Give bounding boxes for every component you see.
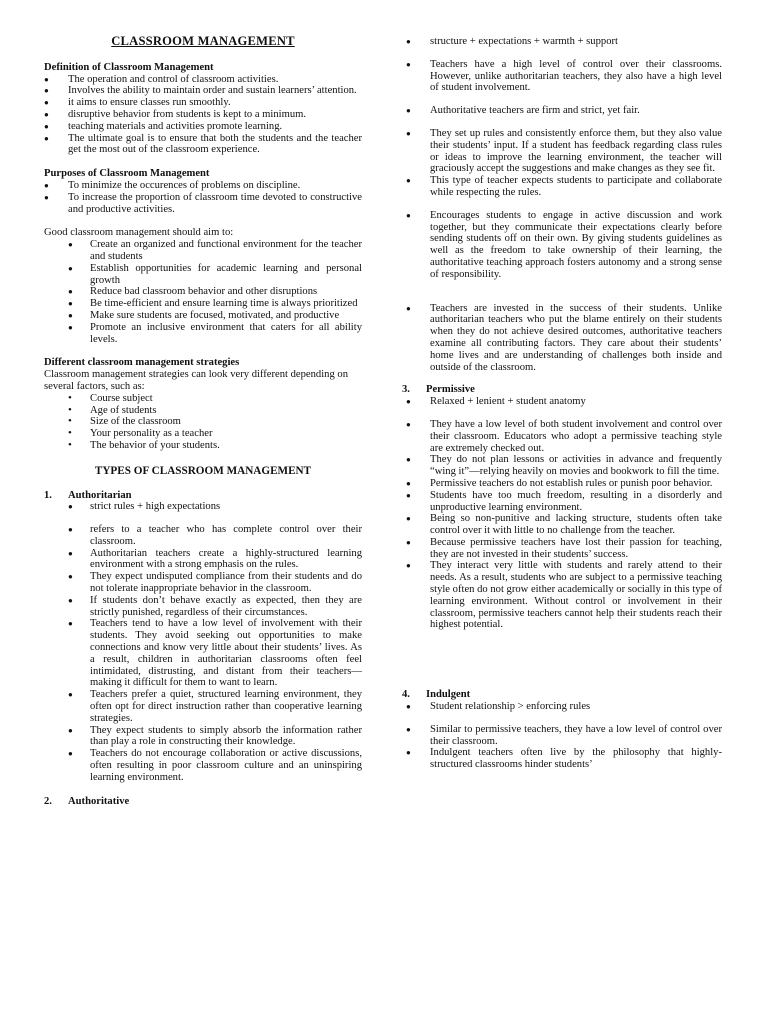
list-item: ● Because permissive teachers have lost their passion for teaching, they are not invested in their students’ success. <box>406 537 722 561</box>
list-item: ● Permissive teachers do not establish rules or punish poor behavior. <box>406 478 722 490</box>
list-item: ● Involves the ability to maintain order and sustain learners’ attention. <box>44 85 362 97</box>
list-item: ● Teachers have a high level of control over their classrooms. However, unlike authoritarian teachers, they also have a high level of student involvement. <box>406 59 722 94</box>
list-item: ● If students don’t behave exactly as expected, then they are strictly punished, regardless of their circumstances. <box>44 595 362 619</box>
strategies-intro: Classroom management strategies can look very different depending on several factors, such as: <box>44 369 348 392</box>
list-item: ● Reduce bad classroom behavior and other disruptions <box>44 286 362 298</box>
indulgent-heading <box>402 689 722 701</box>
list-item: ● refers to a teacher who has complete control over their classroom. <box>44 524 362 548</box>
list-item: ● The operation and control of classroom activities. <box>44 74 362 86</box>
strategies-list <box>44 393 362 452</box>
list-item: ● They set up rules and consistently enforce them, but they also value their students’ input. If a student has feedback regarding class rules or ideas to improve the learning environment, the teacher will graciously accept the suggestions and make changes as they see fit. <box>406 128 722 175</box>
list-item: • Age of students <box>44 405 362 417</box>
list-item: ● Create an organized and functional environment for the teacher and students <box>44 239 362 263</box>
list-item: ● Encourages students to engage in active discussion and work together, but they communicate their expectations clearly before sending students off on their own. By giving students guidelines as well as the freedom to take ownership of their learning, the authoritative teaching approach fosters autonomy and a strong sense of responsibility. <box>406 210 722 281</box>
list-item: ● disruptive behavior from students is kept to a minimum. <box>44 109 362 121</box>
list-item: ● To increase the proportion of classroom time devoted to constructive and productive activities. <box>44 192 362 216</box>
list-item: ● Be time-efficient and ensure learning time is always prioritized <box>44 298 362 310</box>
strategies-heading: Different classroom management strategies <box>44 357 240 369</box>
section-label: Indulgent <box>426 689 471 701</box>
list-item: ● Teachers are invested in the success of their students. Unlike authoritarian teachers who put the blame entirely on their students when they do not achieve desired outcomes, authoritative teachers examine all contributing factors. They care about their students’ home lives and are understanding of challenges both inside and outside of the classroom. <box>406 303 722 374</box>
list-item: • Size of the classroom <box>44 416 362 428</box>
indulgent-list <box>406 701 722 771</box>
list-item: ● They have a low level of both student involvement and control over their classroom. Educators who adopt a permissive teaching style are extremely checked out. <box>406 419 722 454</box>
list-item: ● They do not plan lessons or activities in advance and frequently “wing it”—relying heavily on movies and bookwork to fill the time. <box>406 454 722 478</box>
aims-list <box>44 239 362 345</box>
list-item: ● Establish opportunities for academic learning and personal growth <box>44 263 362 287</box>
list-item: • Your personality as a teacher <box>44 428 362 440</box>
list-item: ● Teachers do not encourage collaboration or active discussions, often resulting in poor classroom culture and an uninspiring learning environment. <box>44 748 362 783</box>
right-column <box>402 36 722 771</box>
list-item: ● Authoritative teachers are firm and strict, yet fair. <box>406 105 722 117</box>
section-label: Permissive <box>426 384 475 396</box>
formula-item: ● Student relationship > enforcing rules <box>406 701 722 713</box>
formula-item: ● Relaxed + lenient + student anatomy <box>406 396 722 408</box>
types-heading: TYPES OF CLASSROOM MANAGEMENT <box>94 464 312 477</box>
list-item: ● They expect undisputed compliance from their students and do not tolerate inappropriate behavior in the classroom. <box>44 571 362 595</box>
section-number: 3. <box>402 384 410 396</box>
list-item: ● Indulgent teachers often live by the philosophy that highly-structured classrooms hinder students’ <box>406 747 722 771</box>
list-item: • The behavior of your students. <box>44 440 362 452</box>
definition-list <box>44 74 362 157</box>
definition-heading: Definition of Classroom Management <box>44 61 214 73</box>
formula-item: ● strict rules + high expectations <box>44 501 362 513</box>
section-number: 1. <box>44 489 52 501</box>
formula-item: ● structure + expectations + warmth + support <box>406 36 722 48</box>
list-item: • Course subject <box>44 393 362 405</box>
list-item: ● The ultimate goal is to ensure that both the students and the teacher get the most out of the classroom experience. <box>44 133 362 157</box>
purposes-heading: Purposes of Classroom Management <box>44 168 210 180</box>
authoritative-heading <box>44 796 362 808</box>
list-item: ● Authoritarian teachers create a highly-structured learning environment with a strong emphasis on the rules. <box>44 548 362 572</box>
list-item: ● Teachers prefer a quiet, structured learning environment, they often opt for direct instruction rather than cooperative learning strategies. <box>44 689 362 724</box>
left-column <box>44 36 362 807</box>
permissive-list <box>406 396 722 631</box>
section-label: Authoritarian <box>68 489 132 501</box>
list-item: ● Make sure students are focused, motivated, and productive <box>44 310 362 322</box>
section-label: Authoritative <box>68 795 130 807</box>
authoritarian-list <box>44 501 362 783</box>
authoritarian-heading <box>44 490 362 502</box>
list-item: ● To minimize the occurences of problems on discipline. <box>44 180 362 192</box>
list-item: ● This type of teacher expects students to participate and collaborate while respecting the rules. <box>406 175 722 199</box>
page-title: CLASSROOM MANAGEMENT <box>111 34 295 48</box>
list-item: ● They expect students to simply absorb the information rather than play a role in constructing their knowledge. <box>44 725 362 749</box>
purposes-list <box>44 180 362 215</box>
list-item: ● Promote an inclusive environment that caters for all ability levels. <box>44 322 362 346</box>
aims-intro: Good classroom management should aim to: <box>44 227 234 239</box>
permissive-heading <box>402 384 722 396</box>
authoritative-list <box>406 36 722 373</box>
list-item: ● Students have too much freedom, resulting in a disorderly and unproductive learning environment. <box>406 490 722 514</box>
list-item: ● They interact very little with students and rarely attend to their needs. As a result, students who are subject to a permissive teaching style often do not grow either academically or socially in this type of learning environment. Without control or involvement in their classroom, permissive teachers cannot help their students reach their highest potential. <box>406 560 722 631</box>
section-number: 2. <box>44 795 52 807</box>
list-item: ● it aims to ensure classes run smoothly. <box>44 97 362 109</box>
list-item: ● teaching materials and activities promote learning. <box>44 121 362 133</box>
section-number: 4. <box>402 689 410 701</box>
list-item: ● Being so non-punitive and lacking structure, students often take control over it with little to no challenge from the teacher. <box>406 513 722 537</box>
list-item: ● Teachers tend to have a low level of involvement with their students. They avoid seeking out opportunities to make connections and know very little about their students’ lives. As a result, children in authoritarian classrooms often feel intimidated, distrusting, and distant from their teachers—making it difficult for them to want to learn. <box>44 618 362 689</box>
list-item: ● Similar to permissive teachers, they have a low level of control over their classroom. <box>406 724 722 748</box>
